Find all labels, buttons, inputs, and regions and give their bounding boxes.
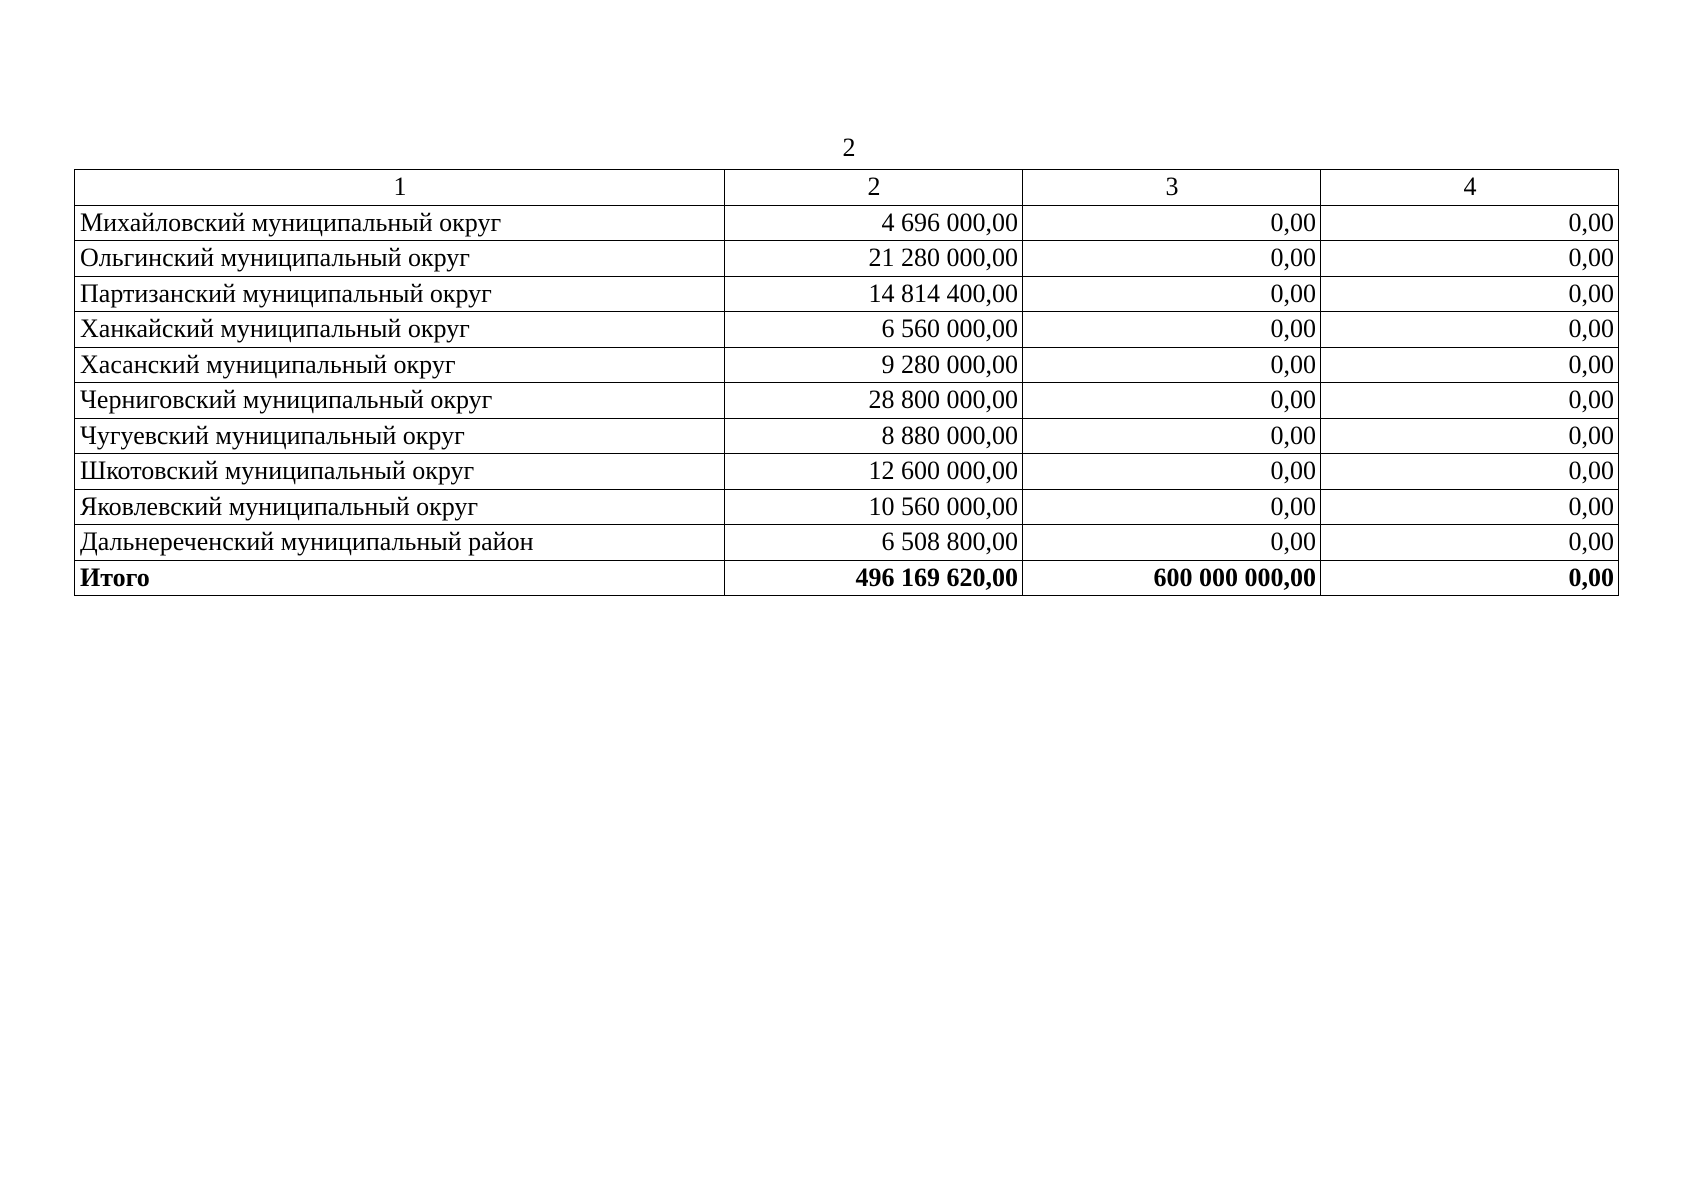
- page-number: 2: [842, 133, 856, 162]
- total-col4: 0,00: [1321, 560, 1619, 596]
- row-col3: 0,00: [1023, 347, 1321, 383]
- row-col3: 0,00: [1023, 525, 1321, 561]
- row-col3: 0,00: [1023, 241, 1321, 277]
- row-col4: 0,00: [1321, 489, 1619, 525]
- row-col2: 10 560 000,00: [725, 489, 1023, 525]
- table-row: [75, 383, 1619, 419]
- row-col2: 6 508 800,00: [725, 525, 1023, 561]
- table-row: [75, 312, 1619, 348]
- table-row: [75, 276, 1619, 312]
- row-col4: 0,00: [1321, 525, 1619, 561]
- table-row: [75, 241, 1619, 277]
- row-col3: 0,00: [1023, 454, 1321, 490]
- total-col3: 600 000 000,00: [1023, 560, 1321, 596]
- table-header-row: [75, 170, 1619, 206]
- row-name: Чугуевский муниципальный округ: [75, 418, 725, 454]
- table-row: [75, 525, 1619, 561]
- row-col4: 0,00: [1321, 241, 1619, 277]
- row-name: Дальнереченский муниципальный район: [75, 525, 725, 561]
- row-col2: 8 880 000,00: [725, 418, 1023, 454]
- table-row: [75, 418, 1619, 454]
- budget-table: [74, 169, 1619, 596]
- row-name: Шкотовский муниципальный округ: [75, 454, 725, 490]
- row-col4: 0,00: [1321, 347, 1619, 383]
- total-label: Итого: [75, 560, 725, 596]
- row-col3: 0,00: [1023, 276, 1321, 312]
- table-row: [75, 205, 1619, 241]
- row-col4: 0,00: [1321, 383, 1619, 419]
- row-col2: 28 800 000,00: [725, 383, 1023, 419]
- row-col4: 0,00: [1321, 205, 1619, 241]
- row-col2: 12 600 000,00: [725, 454, 1023, 490]
- row-col3: 0,00: [1023, 383, 1321, 419]
- column-header-1: 1: [75, 170, 725, 206]
- row-col4: 0,00: [1321, 454, 1619, 490]
- table-row: [75, 489, 1619, 525]
- row-name: Партизанский муниципальный округ: [75, 276, 725, 312]
- row-col2: 4 696 000,00: [725, 205, 1023, 241]
- column-header-2: 2: [725, 170, 1023, 206]
- row-col4: 0,00: [1321, 418, 1619, 454]
- row-col3: 0,00: [1023, 489, 1321, 525]
- row-name: Михайловский муниципальный округ: [75, 205, 725, 241]
- row-name: Ханкайский муниципальный округ: [75, 312, 725, 348]
- total-col2: 496 169 620,00: [725, 560, 1023, 596]
- total-row: [75, 560, 1619, 596]
- row-col3: 0,00: [1023, 205, 1321, 241]
- row-name: Яковлевский муниципальный округ: [75, 489, 725, 525]
- table-row: [75, 454, 1619, 490]
- row-name: Черниговский муниципальный округ: [75, 383, 725, 419]
- column-header-4: 4: [1321, 170, 1619, 206]
- row-col4: 0,00: [1321, 276, 1619, 312]
- row-col3: 0,00: [1023, 312, 1321, 348]
- row-name: Хасанский муниципальный округ: [75, 347, 725, 383]
- row-col3: 0,00: [1023, 418, 1321, 454]
- row-col2: 21 280 000,00: [725, 241, 1023, 277]
- row-col2: 14 814 400,00: [725, 276, 1023, 312]
- column-header-3: 3: [1023, 170, 1321, 206]
- row-name: Ольгинский муниципальный округ: [75, 241, 725, 277]
- row-col2: 6 560 000,00: [725, 312, 1023, 348]
- row-col2: 9 280 000,00: [725, 347, 1023, 383]
- table-row: [75, 347, 1619, 383]
- row-col4: 0,00: [1321, 312, 1619, 348]
